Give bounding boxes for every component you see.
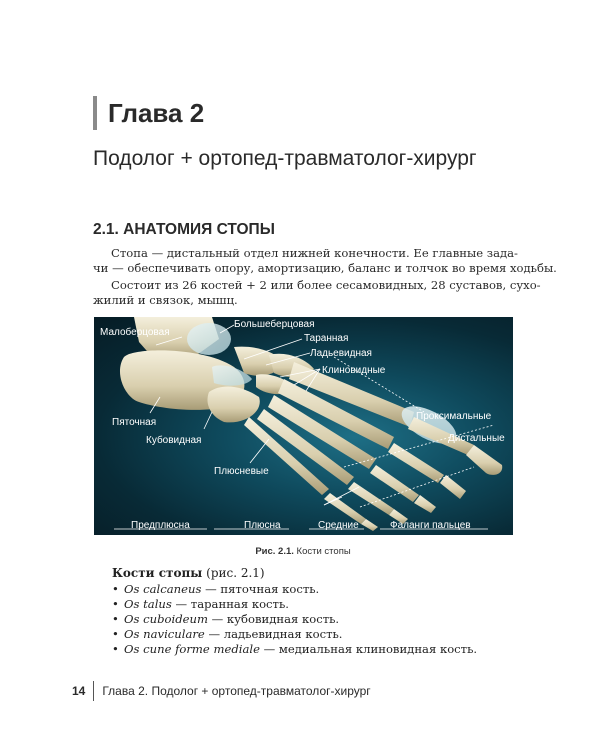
label-metatarsals: Плюсневые <box>214 466 269 477</box>
term-definition: — таранная кость. <box>171 597 289 611</box>
bones-list-ref: (рис. 2.1) <box>206 566 265 580</box>
figure-caption <box>93 546 513 557</box>
intro-paragraph <box>93 246 557 276</box>
figure-caption-text: Кости стопы <box>296 546 351 557</box>
chapter-heading <box>93 96 204 130</box>
latin-term: Os naviculare <box>124 627 205 641</box>
list-item <box>112 612 477 627</box>
label-talus: Таранная <box>304 333 349 344</box>
list-item <box>112 597 477 612</box>
foot-bones-figure <box>94 317 513 535</box>
list-item <box>112 627 477 642</box>
label-tarsus: Предплюсна <box>131 520 190 531</box>
latin-term: Os cuboideum <box>124 612 208 626</box>
page-number: 14 <box>72 684 86 698</box>
label-phalanges: Фаланги пальцев <box>390 520 471 531</box>
section-title: 2.1. АНАТОМИЯ СТОПЫ <box>93 221 275 238</box>
text-line: Стопа — дистальный отдел нижней конечности. Ее главные зада- <box>111 246 518 260</box>
list-item <box>112 582 477 597</box>
label-cuboid: Кубовидная <box>146 435 202 446</box>
latin-term: Os talus <box>124 597 172 611</box>
chapter-title: Глава 2 <box>108 98 205 128</box>
label-navicular: Ладьевидная <box>310 348 372 359</box>
term-definition: — кубовидная кость. <box>207 612 340 626</box>
latin-term: Os cune forme mediale <box>124 642 260 656</box>
bones-list-heading <box>112 566 265 580</box>
list-item <box>112 642 477 657</box>
page-footer <box>72 681 371 701</box>
label-fibula: Малоберцовая <box>100 327 170 338</box>
running-title: Глава 2. Подолог + ортопед-травматолог-хирург <box>102 684 371 698</box>
footer-divider <box>93 681 94 701</box>
term-definition: — медиальная клиновидная кость. <box>259 642 478 656</box>
text-line: Состоит из 26 костей + 2 или более сесамовидных, 28 суставов, сухо- <box>111 278 541 292</box>
label-cuneiform: Клиновидные <box>322 365 386 376</box>
latin-term: Os calcaneus <box>124 582 202 596</box>
label-metatarsus: Плюсна <box>244 520 281 531</box>
term-definition: — пяточная кость. <box>201 582 320 596</box>
label-tibia: Большеберцовая <box>234 319 315 330</box>
label-proximal: Проксимальные <box>416 411 492 422</box>
bones-list-title: Кости стопы <box>112 566 203 580</box>
chapter-subtitle: Подолог + ортопед-травматолог-хирург <box>93 147 477 170</box>
figure-caption-label: Рис. 2.1. <box>255 546 294 557</box>
term-definition: — ладьевидная кость. <box>204 627 343 641</box>
label-middle: Средние <box>318 520 359 531</box>
composition-paragraph <box>93 278 541 308</box>
label-calcaneus: Пяточная <box>112 417 157 428</box>
bones-list <box>112 582 477 657</box>
text-line: жилий и связок, мышц. <box>93 293 238 307</box>
foot-skeleton-illustration <box>94 317 513 535</box>
text-line: чи — обеспечивать опору, амортизацию, баланс и толчок во время ходьбы. <box>93 261 557 275</box>
label-distal: Дистальные <box>448 433 505 444</box>
